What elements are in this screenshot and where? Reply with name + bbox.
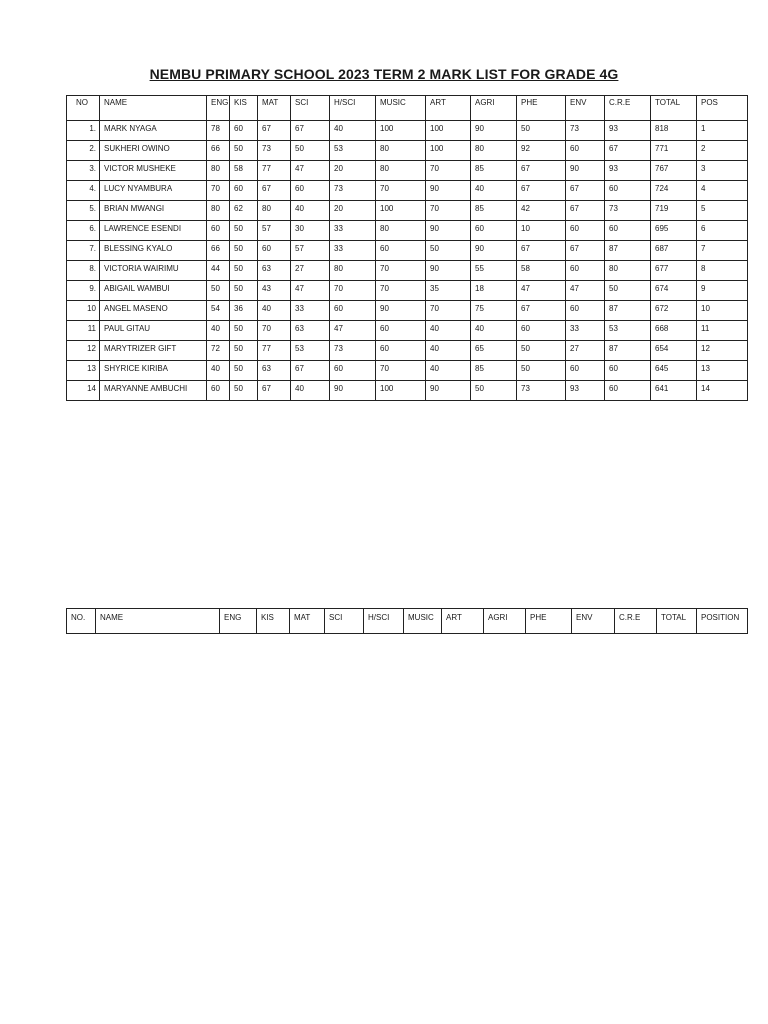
empty-mark-list-table bbox=[66, 608, 748, 634]
column-header: NAME bbox=[100, 96, 207, 121]
score-cell: 90 bbox=[426, 221, 471, 241]
pupil-name: VICTOR MUSHEKE bbox=[100, 161, 207, 181]
score-cell: 53 bbox=[605, 321, 651, 341]
pupil-name: SUKHERI OWINO bbox=[100, 141, 207, 161]
score-cell: 100 bbox=[426, 121, 471, 141]
row-number: 11 bbox=[67, 321, 100, 341]
score-cell: 54 bbox=[207, 301, 230, 321]
score-cell: 87 bbox=[605, 341, 651, 361]
row-number: 6. bbox=[67, 221, 100, 241]
score-cell: 93 bbox=[605, 121, 651, 141]
score-cell: 67 bbox=[517, 161, 566, 181]
column-header: MUSIC bbox=[404, 609, 442, 634]
column-header: SCI bbox=[291, 96, 330, 121]
score-cell: 6 bbox=[697, 221, 748, 241]
score-cell: 60 bbox=[605, 361, 651, 381]
column-header: NAME bbox=[96, 609, 220, 634]
score-cell: 100 bbox=[376, 381, 426, 401]
score-cell: 47 bbox=[517, 281, 566, 301]
score-cell: 67 bbox=[566, 241, 605, 261]
score-cell: 47 bbox=[566, 281, 605, 301]
row-number: 1. bbox=[67, 121, 100, 141]
score-cell: 33 bbox=[291, 301, 330, 321]
pupil-name: LUCY NYAMBURA bbox=[100, 181, 207, 201]
score-cell: 90 bbox=[426, 261, 471, 281]
score-cell: 60 bbox=[517, 321, 566, 341]
score-cell: 43 bbox=[258, 281, 291, 301]
score-cell: 60 bbox=[566, 301, 605, 321]
score-cell: 93 bbox=[566, 381, 605, 401]
score-cell: 60 bbox=[471, 221, 517, 241]
score-cell: 57 bbox=[258, 221, 291, 241]
score-cell: 668 bbox=[651, 321, 697, 341]
table-row bbox=[67, 361, 748, 381]
score-cell: 50 bbox=[230, 141, 258, 161]
table-row bbox=[67, 241, 748, 261]
score-cell: 73 bbox=[566, 121, 605, 141]
column-header: PHE bbox=[526, 609, 572, 634]
score-cell: 70 bbox=[376, 281, 426, 301]
score-cell: 80 bbox=[376, 161, 426, 181]
score-cell: 80 bbox=[330, 261, 376, 281]
score-cell: 60 bbox=[230, 121, 258, 141]
row-number: 3. bbox=[67, 161, 100, 181]
score-cell: 50 bbox=[230, 221, 258, 241]
score-cell: 50 bbox=[230, 341, 258, 361]
score-cell: 90 bbox=[330, 381, 376, 401]
score-cell: 60 bbox=[291, 181, 330, 201]
row-number: 4. bbox=[67, 181, 100, 201]
score-cell: 60 bbox=[376, 341, 426, 361]
score-cell: 60 bbox=[566, 141, 605, 161]
score-cell: 60 bbox=[566, 361, 605, 381]
table-row bbox=[67, 141, 748, 161]
score-cell: 80 bbox=[258, 201, 291, 221]
row-number: 10 bbox=[67, 301, 100, 321]
row-number: 7. bbox=[67, 241, 100, 261]
score-cell: 40 bbox=[471, 321, 517, 341]
score-cell: 63 bbox=[258, 261, 291, 281]
score-cell: 80 bbox=[376, 221, 426, 241]
score-cell: 50 bbox=[471, 381, 517, 401]
table-header-row bbox=[67, 96, 748, 121]
score-cell: 80 bbox=[471, 141, 517, 161]
table-row bbox=[67, 341, 748, 361]
column-header: AGRI bbox=[484, 609, 526, 634]
score-cell: 73 bbox=[517, 381, 566, 401]
score-cell: 67 bbox=[291, 121, 330, 141]
column-header: SCI bbox=[325, 609, 364, 634]
column-header: ART bbox=[442, 609, 484, 634]
row-number: 12 bbox=[67, 341, 100, 361]
pupil-name: PAUL GITAU bbox=[100, 321, 207, 341]
score-cell: 33 bbox=[330, 221, 376, 241]
score-cell: 70 bbox=[376, 181, 426, 201]
score-cell: 60 bbox=[566, 261, 605, 281]
column-header: MUSIC bbox=[376, 96, 426, 121]
score-cell: 40 bbox=[207, 321, 230, 341]
score-cell: 40 bbox=[207, 361, 230, 381]
table-row bbox=[67, 181, 748, 201]
score-cell: 70 bbox=[426, 201, 471, 221]
score-cell: 3 bbox=[697, 161, 748, 181]
score-cell: 90 bbox=[471, 121, 517, 141]
score-cell: 87 bbox=[605, 241, 651, 261]
score-cell: 7 bbox=[697, 241, 748, 261]
column-header: H/SCI bbox=[330, 96, 376, 121]
score-cell: 50 bbox=[230, 321, 258, 341]
score-cell: 42 bbox=[517, 201, 566, 221]
score-cell: 50 bbox=[230, 381, 258, 401]
row-number: 2. bbox=[67, 141, 100, 161]
score-cell: 66 bbox=[207, 241, 230, 261]
score-cell: 40 bbox=[291, 381, 330, 401]
score-cell: 67 bbox=[517, 241, 566, 261]
column-header: KIS bbox=[230, 96, 258, 121]
score-cell: 70 bbox=[376, 361, 426, 381]
score-cell: 13 bbox=[697, 361, 748, 381]
score-cell: 12 bbox=[697, 341, 748, 361]
score-cell: 67 bbox=[517, 181, 566, 201]
score-cell: 67 bbox=[517, 301, 566, 321]
table-row bbox=[67, 161, 748, 181]
score-cell: 50 bbox=[230, 281, 258, 301]
table-row bbox=[67, 121, 748, 141]
column-header: MAT bbox=[258, 96, 291, 121]
pupil-name: ABIGAIL WAMBUI bbox=[100, 281, 207, 301]
column-header: TOTAL bbox=[657, 609, 697, 634]
score-cell: 73 bbox=[330, 341, 376, 361]
score-cell: 50 bbox=[291, 141, 330, 161]
score-cell: 70 bbox=[426, 161, 471, 181]
score-cell: 50 bbox=[426, 241, 471, 261]
score-cell: 5 bbox=[697, 201, 748, 221]
score-cell: 10 bbox=[517, 221, 566, 241]
score-cell: 40 bbox=[291, 201, 330, 221]
score-cell: 60 bbox=[376, 241, 426, 261]
score-cell: 63 bbox=[291, 321, 330, 341]
score-cell: 767 bbox=[651, 161, 697, 181]
column-header: KIS bbox=[257, 609, 290, 634]
row-number: 9. bbox=[67, 281, 100, 301]
score-cell: 78 bbox=[207, 121, 230, 141]
pupil-name: BRIAN MWANGI bbox=[100, 201, 207, 221]
score-cell: 60 bbox=[605, 381, 651, 401]
column-header: C.R.E bbox=[615, 609, 657, 634]
score-cell: 672 bbox=[651, 301, 697, 321]
score-cell: 77 bbox=[258, 341, 291, 361]
score-cell: 47 bbox=[291, 281, 330, 301]
table-row bbox=[67, 301, 748, 321]
table-row bbox=[67, 381, 748, 401]
score-cell: 85 bbox=[471, 161, 517, 181]
score-cell: 90 bbox=[566, 161, 605, 181]
column-header: MAT bbox=[290, 609, 325, 634]
row-number: 8. bbox=[67, 261, 100, 281]
score-cell: 645 bbox=[651, 361, 697, 381]
score-cell: 60 bbox=[330, 301, 376, 321]
score-cell: 65 bbox=[471, 341, 517, 361]
score-cell: 4 bbox=[697, 181, 748, 201]
score-cell: 80 bbox=[207, 161, 230, 181]
column-header: ART bbox=[426, 96, 471, 121]
column-header: TOTAL bbox=[651, 96, 697, 121]
score-cell: 719 bbox=[651, 201, 697, 221]
score-cell: 20 bbox=[330, 161, 376, 181]
score-cell: 67 bbox=[566, 201, 605, 221]
score-cell: 771 bbox=[651, 141, 697, 161]
pupil-name: SHYRICE KIRIBA bbox=[100, 361, 207, 381]
table-header-row bbox=[67, 609, 748, 634]
score-cell: 50 bbox=[517, 341, 566, 361]
score-cell: 40 bbox=[258, 301, 291, 321]
score-cell: 20 bbox=[330, 201, 376, 221]
score-cell: 60 bbox=[330, 361, 376, 381]
score-cell: 40 bbox=[330, 121, 376, 141]
pupil-name: MARYTRIZER GIFT bbox=[100, 341, 207, 361]
column-header: ENV bbox=[572, 609, 615, 634]
score-cell: 85 bbox=[471, 361, 517, 381]
score-cell: 63 bbox=[258, 361, 291, 381]
score-cell: 14 bbox=[697, 381, 748, 401]
score-cell: 80 bbox=[605, 261, 651, 281]
score-cell: 92 bbox=[517, 141, 566, 161]
column-header: ENG bbox=[207, 96, 230, 121]
mark-list-table bbox=[66, 95, 748, 401]
score-cell: 80 bbox=[376, 141, 426, 161]
score-cell: 60 bbox=[566, 221, 605, 241]
page-title: NEMBU PRIMARY SCHOOL 2023 TERM 2 MARK LIST FOR GRADE 4G bbox=[149, 66, 619, 82]
score-cell: 724 bbox=[651, 181, 697, 201]
score-cell: 67 bbox=[258, 181, 291, 201]
column-header: NO bbox=[67, 96, 100, 121]
score-cell: 641 bbox=[651, 381, 697, 401]
score-cell: 18 bbox=[471, 281, 517, 301]
score-cell: 60 bbox=[605, 181, 651, 201]
score-cell: 40 bbox=[426, 361, 471, 381]
row-number: 14 bbox=[67, 381, 100, 401]
score-cell: 60 bbox=[207, 381, 230, 401]
score-cell: 60 bbox=[207, 221, 230, 241]
score-cell: 47 bbox=[330, 321, 376, 341]
table-row bbox=[67, 221, 748, 241]
score-cell: 687 bbox=[651, 241, 697, 261]
pupil-name: MARYANNE AMBUCHI bbox=[100, 381, 207, 401]
score-cell: 67 bbox=[258, 381, 291, 401]
score-cell: 818 bbox=[651, 121, 697, 141]
score-cell: 67 bbox=[605, 141, 651, 161]
score-cell: 8 bbox=[697, 261, 748, 281]
score-cell: 33 bbox=[566, 321, 605, 341]
column-header: POSITION bbox=[697, 609, 748, 634]
pupil-name: LAWRENCE ESENDI bbox=[100, 221, 207, 241]
column-header: ENG bbox=[220, 609, 257, 634]
column-header: C.R.E bbox=[605, 96, 651, 121]
score-cell: 53 bbox=[330, 141, 376, 161]
column-header: H/SCI bbox=[364, 609, 404, 634]
pupil-name: BLESSING KYALO bbox=[100, 241, 207, 261]
score-cell: 33 bbox=[330, 241, 376, 261]
score-cell: 70 bbox=[258, 321, 291, 341]
score-cell: 11 bbox=[697, 321, 748, 341]
score-cell: 60 bbox=[376, 321, 426, 341]
score-cell: 50 bbox=[230, 241, 258, 261]
score-cell: 27 bbox=[291, 261, 330, 281]
score-cell: 674 bbox=[651, 281, 697, 301]
score-cell: 70 bbox=[376, 261, 426, 281]
score-cell: 55 bbox=[471, 261, 517, 281]
score-cell: 2 bbox=[697, 141, 748, 161]
score-cell: 50 bbox=[230, 361, 258, 381]
score-cell: 77 bbox=[258, 161, 291, 181]
score-cell: 695 bbox=[651, 221, 697, 241]
table-row bbox=[67, 281, 748, 301]
score-cell: 67 bbox=[291, 361, 330, 381]
score-cell: 90 bbox=[426, 181, 471, 201]
score-cell: 44 bbox=[207, 261, 230, 281]
score-cell: 654 bbox=[651, 341, 697, 361]
score-cell: 50 bbox=[517, 361, 566, 381]
score-cell: 80 bbox=[207, 201, 230, 221]
table-row bbox=[67, 261, 748, 281]
score-cell: 40 bbox=[426, 341, 471, 361]
score-cell: 50 bbox=[230, 261, 258, 281]
score-cell: 35 bbox=[426, 281, 471, 301]
column-header: POS bbox=[697, 96, 748, 121]
score-cell: 9 bbox=[697, 281, 748, 301]
score-cell: 60 bbox=[605, 221, 651, 241]
score-cell: 10 bbox=[697, 301, 748, 321]
score-cell: 47 bbox=[291, 161, 330, 181]
score-cell: 90 bbox=[471, 241, 517, 261]
score-cell: 100 bbox=[426, 141, 471, 161]
score-cell: 73 bbox=[605, 201, 651, 221]
score-cell: 100 bbox=[376, 201, 426, 221]
score-cell: 677 bbox=[651, 261, 697, 281]
score-cell: 58 bbox=[517, 261, 566, 281]
pupil-name: VICTORIA WAIRIMU bbox=[100, 261, 207, 281]
row-number: 5. bbox=[67, 201, 100, 221]
score-cell: 60 bbox=[230, 181, 258, 201]
score-cell: 87 bbox=[605, 301, 651, 321]
score-cell: 75 bbox=[471, 301, 517, 321]
score-cell: 27 bbox=[566, 341, 605, 361]
score-cell: 60 bbox=[258, 241, 291, 261]
score-cell: 73 bbox=[258, 141, 291, 161]
score-cell: 93 bbox=[605, 161, 651, 181]
score-cell: 90 bbox=[426, 381, 471, 401]
score-cell: 40 bbox=[471, 181, 517, 201]
score-cell: 73 bbox=[330, 181, 376, 201]
score-cell: 50 bbox=[517, 121, 566, 141]
table-row bbox=[67, 201, 748, 221]
score-cell: 30 bbox=[291, 221, 330, 241]
pupil-name: MARK NYAGA bbox=[100, 121, 207, 141]
score-cell: 50 bbox=[207, 281, 230, 301]
score-cell: 67 bbox=[258, 121, 291, 141]
score-cell: 57 bbox=[291, 241, 330, 261]
score-cell: 70 bbox=[330, 281, 376, 301]
row-number: 13 bbox=[67, 361, 100, 381]
score-cell: 100 bbox=[376, 121, 426, 141]
pupil-name: ANGEL MASENO bbox=[100, 301, 207, 321]
score-cell: 90 bbox=[376, 301, 426, 321]
column-header: ENV bbox=[566, 96, 605, 121]
score-cell: 70 bbox=[207, 181, 230, 201]
score-cell: 40 bbox=[426, 321, 471, 341]
score-cell: 70 bbox=[426, 301, 471, 321]
score-cell: 72 bbox=[207, 341, 230, 361]
score-cell: 58 bbox=[230, 161, 258, 181]
table-row bbox=[67, 321, 748, 341]
column-header: NO. bbox=[67, 609, 96, 634]
column-header: AGRI bbox=[471, 96, 517, 121]
column-header: PHE bbox=[517, 96, 566, 121]
score-cell: 62 bbox=[230, 201, 258, 221]
score-cell: 1 bbox=[697, 121, 748, 141]
score-cell: 53 bbox=[291, 341, 330, 361]
score-cell: 50 bbox=[605, 281, 651, 301]
score-cell: 85 bbox=[471, 201, 517, 221]
score-cell: 66 bbox=[207, 141, 230, 161]
score-cell: 67 bbox=[566, 181, 605, 201]
score-cell: 36 bbox=[230, 301, 258, 321]
